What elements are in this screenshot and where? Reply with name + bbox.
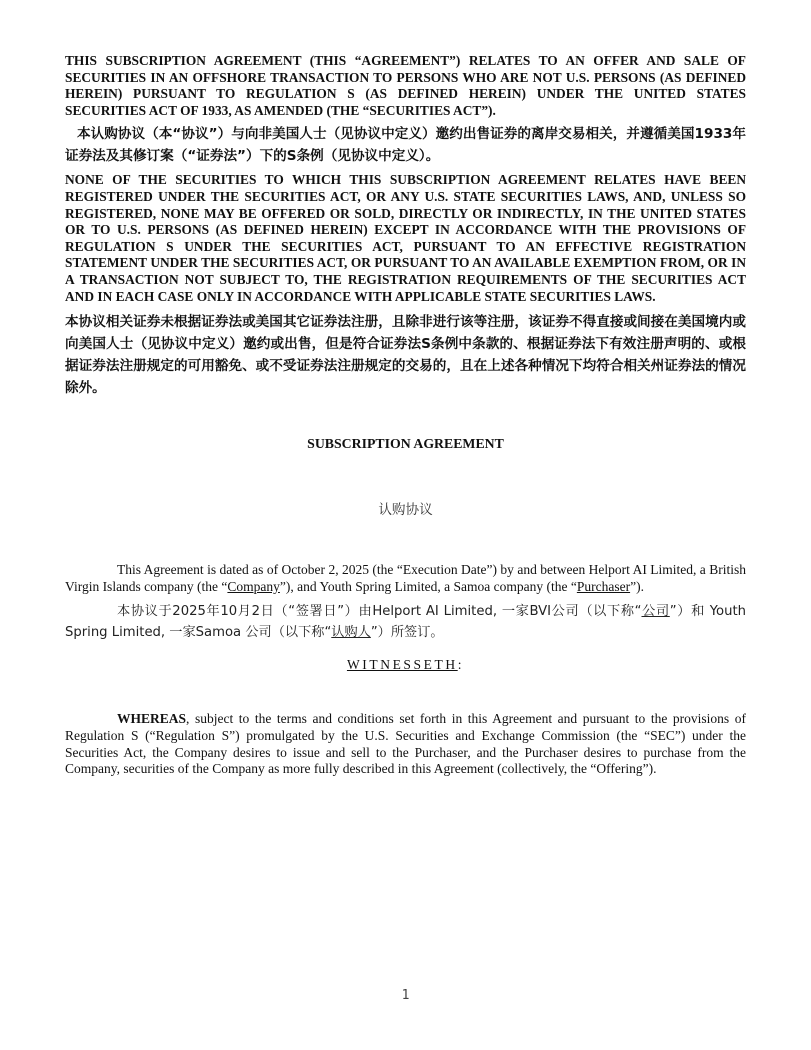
company-defined-term-cn: 公司	[641, 604, 670, 620]
dated-en-mid: ”), and Youth Spring Limited, a Samoa company (the “	[279, 578, 577, 594]
dated-cn-post: ”）所签订。	[370, 625, 444, 641]
document-title-en: SUBSCRIPTION AGREEMENT	[307, 436, 504, 452]
witnesseth-label: WITNESSETH	[346, 657, 458, 673]
document-page	[65, 50, 746, 778]
legend-paragraph-en-2: NONE OF THE SECURITIES TO WHICH THIS SUBSCRIPTION AGREEMENT RELATES HAVE BEEN REGISTERED UNDER THE SECURITIES ACT, OR ANY U.S. STATE SECURITIES LAWS, AND, UNLESS SO REGISTERED, NONE MAY BE OFFERED OR SOLD, DIRECTLY OR INDIRECTLY, IN THE UNITED STATES OR TO U.S. PERSONS (AS DEFINED HEREIN) EXCEPT IN ACCORDANCE WITH THE PROVISIONS OF REGULATION S UNDER THE SECURITIES ACT, PURSUANT TO AN EFFECTIVE REGISTRATION STATEMENT UNDER THE SECURITIES ACT, OR PURSUANT TO AN AVAILABLE EXEMPTION FROM, OR IN A TRANSACTION NOT SUBJECT TO, THE REGISTRATION REQUIREMENTS OF THE SECURITIES ACT AND IN EACH CASE ONLY IN ACCORDANCE WITH APPLICABLE STATE SECURITIES LAWS.	[65, 172, 746, 304]
company-defined-term: Company	[227, 578, 280, 594]
legend-paragraph-cn-1: 本认购协议（本“协议”）与向非美国人士（见协议中定义）邀约出售证券的离岸交易相关，并遵循美国1933年证券法及其修订案（“证券法”）下的S条例（见协议中定义）。	[65, 126, 746, 165]
dated-paragraph-cn	[65, 601, 746, 643]
page-number: 1	[401, 988, 410, 1003]
whereas-paragraph	[65, 711, 746, 777]
whereas-text: , subject to the terms and conditions set forth in this Agreement and pursuant to the provisions of Regulation S (“Regulation S”) promulgated by the U.S. Securities and Exchange Commission (the “SEC”) under the Securities Act, the Company desires to issue and sell to the Purchaser, and the Purchaser desires to purchase from the Company, securities of the Company as more fully described in this Agreement (collectively, the “Offering”).	[65, 711, 746, 777]
dated-paragraph-en	[65, 562, 746, 595]
purchaser-defined-term-cn: 认购人	[331, 625, 371, 641]
legend-paragraph-cn-2: 本协议相关证券未根据证券法或美国其它证券法注册，且除非进行该等注册，该证券不得直接或间接在美国境内或向美国人士（见协议中定义）邀约或出售，但是符合证券法S条例中条款的、根据证券法下有效注册声明的、或根据证券法注册规定的可用豁免、或不受证券法注册规定的交易的，且在上述各种情况下均符合相关州证券法的情况除外。	[65, 314, 746, 397]
legend-paragraph-en-1: THIS SUBSCRIPTION AGREEMENT (THIS “AGREEMENT”) RELATES TO AN OFFER AND SALE OF SECURITIES IN AN OFFSHORE TRANSACTION TO PERSONS WHO ARE NOT U.S. PERSONS (AS DEFINED HEREIN) PURSUANT TO REGULATION S (AS DEFINED HEREIN) UNDER THE UNITED STATES SECURITIES ACT OF 1933, AS AMENDED (THE “SECURITIES ACT”).	[65, 53, 746, 118]
dated-cn-pre: 本协议于2025年10月2日（“签署日”）由Helport AI Limited, 一家BVI公司（以下称“	[117, 604, 642, 620]
dated-en-pre: This Agreement is dated as of October 2, 2025 (the “Execution Date”) by and between Helport AI Limited, a British Virgin Islands company (the “	[65, 562, 746, 594]
purchaser-defined-term: Purchaser	[576, 578, 631, 594]
document-title-cn: 认购协议	[378, 502, 433, 519]
whereas-lead: WHEREAS	[117, 711, 187, 727]
witnesseth-heading	[65, 657, 746, 673]
witnesseth-colon: :	[457, 657, 465, 673]
dated-en-post: ”).	[630, 578, 644, 594]
dated-cn-mid: ”）和 Youth Spring Limited, 一家Samoa 公司（以下称“	[65, 604, 746, 641]
